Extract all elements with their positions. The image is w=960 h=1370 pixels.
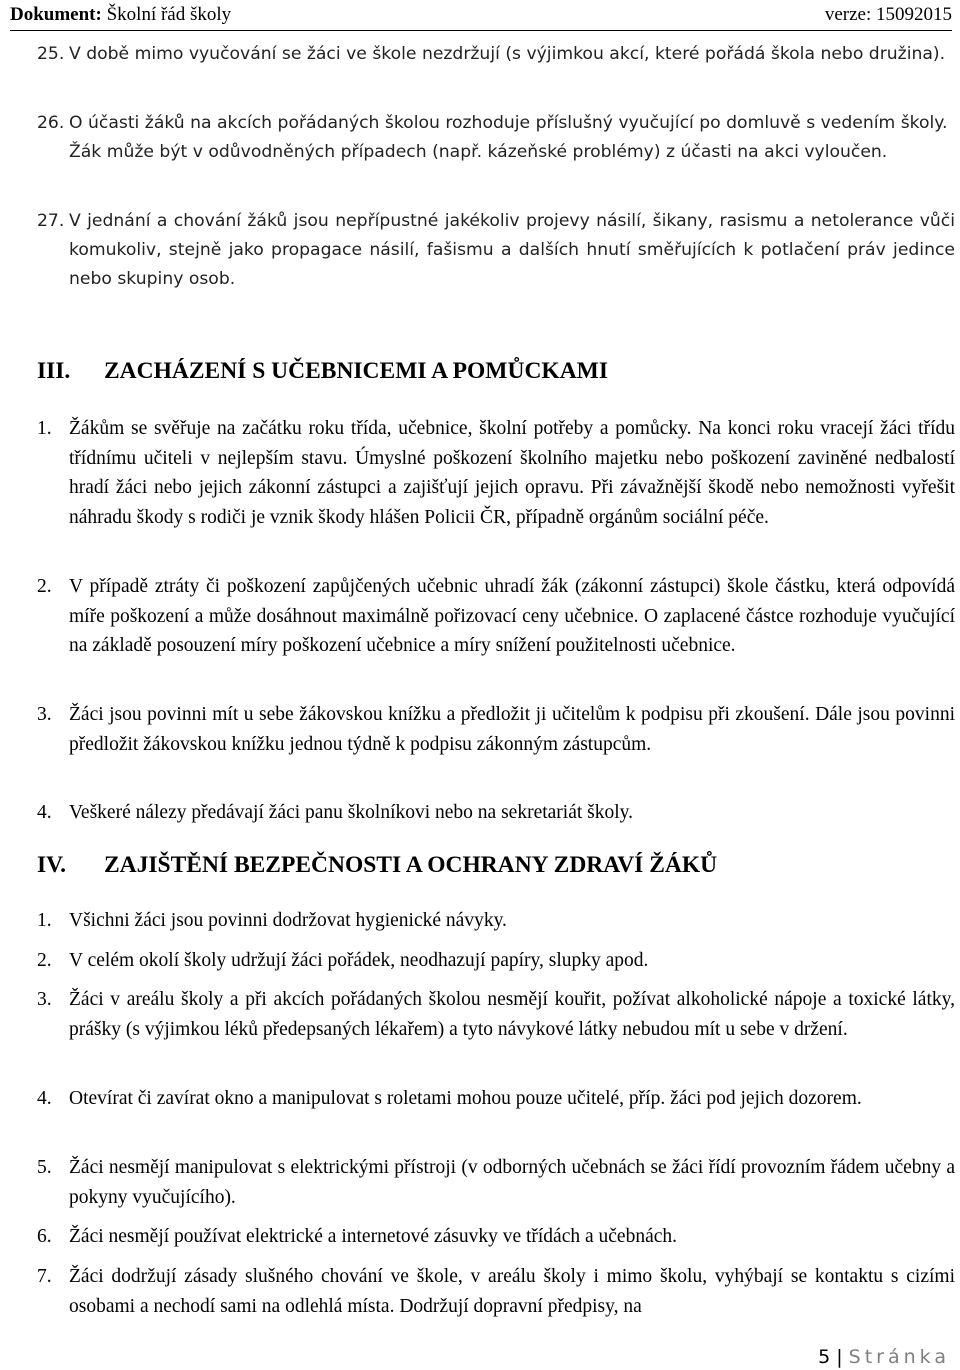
list-item (37, 572, 955, 661)
list-item-number: 26. (37, 113, 65, 133)
list-item-text: Všichni žáci jsou povinni dodržovat hygienické návyky. (69, 910, 507, 931)
list-item-text: V době mimo vyučování se žáci ve škole nezdržují (s výjimkou akcí, které pořádá škola nebo družina). (69, 44, 946, 64)
list-item (37, 414, 955, 532)
section-number: IV. (37, 852, 66, 878)
list-item-text: Žáci nesmějí používat elektrické a internetové zásuvky ve třídách a učebnách. (69, 1226, 678, 1247)
list-item-number: 2. (37, 576, 52, 597)
page-label: Stránka (848, 1346, 950, 1368)
list-item-number: 25. (37, 44, 65, 64)
page-number: 5 (818, 1346, 831, 1368)
document-version: verze: 15092015 (824, 4, 952, 25)
list-item-number: 5. (37, 1157, 52, 1178)
list-item-text: Otevírat či zavírat okno a manipulovat s roletami mohou pouze učitelé, příp. žáci pod jejich dozorem. (69, 1088, 862, 1109)
list-item-text: Veškeré nálezy předávají žáci panu školníkovi nebo na sekretariát školy. (69, 802, 634, 823)
list-item-text: Žákům se svěřuje na začátku roku třída, učebnice, školní potřeby a pomůcky. Na konci roku vracejí žáci třídu třídnímu učiteli v nejlepším stavu. Úmyslné poškození školního majetku nebo poškození zaviněné nedbalostí hradí žáci nebo jejich zákonní zástupci a zajišťují jejich opravu. Při závažnější škodě nebo nemožnosti vyřešit náhradu škody s rodiči je vznik škody hlášen Policii ČR, případně orgánům sociální péče. (69, 418, 955, 528)
list-item-number: 1. (37, 910, 52, 931)
list-item-text: Žáci dodržují zásady slušného chování ve škole, v areálu školy i mimo školu, vyhýbají se kontaktu s cizími osobami a nechodí sami na odlehlá místa. Dodržují dopravní předpisy, na (69, 1266, 955, 1317)
list-item (37, 1262, 955, 1321)
list-item-text: V celém okolí školy udržují žáci pořádek, neodhazují papíry, slupky apod. (69, 950, 649, 971)
list-item-number: 4. (37, 802, 52, 823)
section-number: III. (37, 358, 71, 384)
list-item (37, 798, 955, 828)
list-item-text: Žáci nesmějí manipulovat s elektrickými přístroji (v odborných učebnách se žáci řídí provozním řádem učebny a pokyny vyučujícího). (69, 1157, 955, 1208)
list-item-number: 27. (37, 211, 65, 231)
page-header (10, 4, 952, 31)
list-item (37, 40, 955, 69)
list-item-number: 7. (37, 1266, 52, 1287)
list-item (37, 1153, 955, 1212)
list-item-number: 4. (37, 1088, 52, 1109)
section-title: ZACHÁZENÍ S UČEBNICEMI A POMŮCKAMI (104, 358, 608, 384)
list-item (37, 109, 955, 167)
list-item (37, 1222, 955, 1252)
list-item-text: O účasti žáků na akcích pořádaných školou rozhoduje příslušný vyučující po domluvě s vedením školy. Žák může být v odůvodněných případech (např. kázeňské problémy) z účasti na akci vyloučen. (69, 113, 948, 162)
list-item (37, 207, 955, 294)
list-item-number: 6. (37, 1226, 52, 1247)
section-title: ZAJIŠTĚNÍ BEZPEČNOSTI A OCHRANY ZDRAVÍ ŽÁKŮ (104, 852, 718, 878)
list-item-text: V jednání a chování žáků jsou nepřípustné jakékoliv projevy násilí, šikany, rasismu a netolerance vůči komukoliv, stejně jako propagace násilí, fašismu a dalších hnutí směřujících k potlačení práv jedince nebo skupiny osob. (69, 211, 955, 289)
list-item (37, 1084, 955, 1114)
list-item-number: 3. (37, 989, 52, 1010)
document-title (10, 4, 231, 26)
document-name: Školní řád školy (101, 4, 232, 25)
list-item-number: 1. (37, 418, 52, 439)
list-item-number: 3. (37, 704, 52, 725)
page-footer (818, 1346, 950, 1368)
list-item-text: Žáci v areálu školy a při akcích pořádaných školou nesmějí kouřit, požívat alkoholické nápoje a toxické látky, prášky (s výjimkou léků předepsaných lékařem) a tyto návykové látky nebudou mít u sebe v držení. (69, 989, 955, 1040)
document-label: Dokument: (10, 4, 102, 25)
list-item-number: 2. (37, 950, 52, 971)
list-item-text: Žáci jsou povinni mít u sebe žákovskou knížku a předložit ji učitelům k podpisu při zkoušení. Dále jsou povinni předložit žákovskou knížku jednou týdně k podpisu zákonným zástupcům. (69, 704, 955, 755)
list-item-text: V případě ztráty či poškození zapůjčených učebnic uhradí žák (zákonní zástupci) škole částku, která odpovídá míře poškození a může dosáhnout maximálně pořizovací ceny učebnice. O zaplacené částce rozhoduje vyučující na základě posouzení míry poškození učebnice a míry snížení použitelnosti učebnice. (69, 576, 955, 656)
list-item (37, 946, 955, 976)
list-item (37, 906, 955, 936)
list-item (37, 700, 955, 759)
footer-separator: | (836, 1346, 843, 1368)
list-item (37, 985, 955, 1044)
